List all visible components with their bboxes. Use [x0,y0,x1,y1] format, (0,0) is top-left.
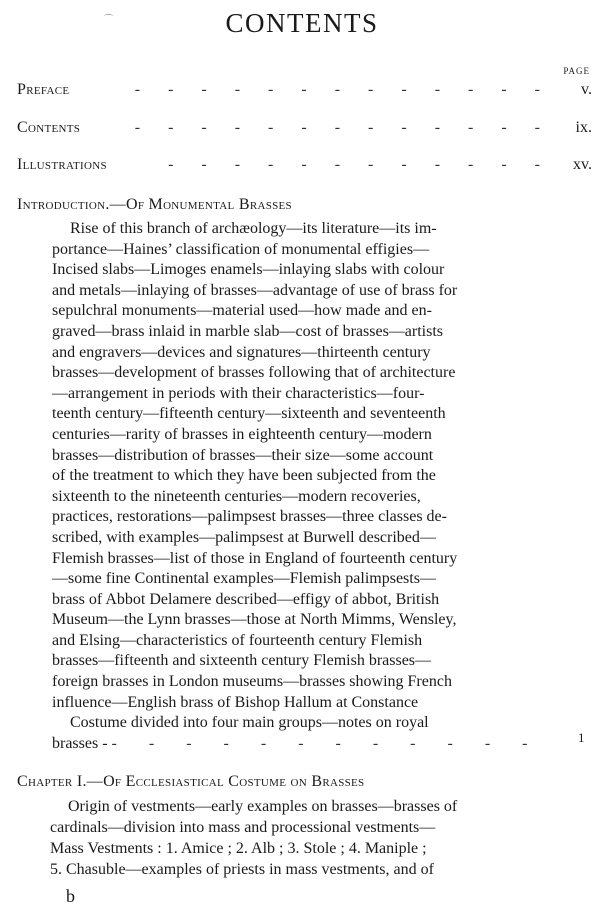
toc-entry-contents[interactable] [17,116,594,140]
toc-entry-label: Preface [17,81,70,98]
toc-entry-preface[interactable] [17,78,594,102]
toc-entry-page: v. [581,81,592,98]
introduction-heading[interactable]: Introduction.—Of Monumental Brasses [17,196,292,213]
introduction-page-number[interactable]: 1 [578,730,585,745]
signature-mark: b [66,886,75,906]
leader-dots: - - - - - - - - - - - - [111,734,542,752]
summary-line: Mass Vestments : 1. Amice ; 2. Alb ; 3. Stole ; 4. Maniple ; [50,840,427,857]
chapter-1-heading[interactable]: Chapter I.—Of Ecclesiastical Costume on Brasses [17,773,365,790]
leader-dots: - - - - - - - - - - - - [168,156,552,173]
summary-line: sixteenth to the nineteenth centuries—modern recoveries, [52,487,421,505]
summary-line: teenth century—fifteenth century—sixteenth and seventeenth [52,405,446,423]
summary-line: foreign brasses in London museums—brasses showing French [52,673,452,691]
page-column-label: PAGE [563,66,590,76]
summary-line: 5. Chasuble—examples of priests in mass vestments, and of [50,861,434,878]
summary-line: Museum—the Lynn brasses—those at North Mimms, Wensley, [52,611,457,629]
summary-line: and Elsing—characteristics of fourteenth century Flemish [52,631,423,649]
summary-line: graved—brass inlaid in marble slab—cost of brasses—artists [52,322,444,340]
summary-line: —arrangement in periods with their characteristics—four- [52,384,425,402]
leader-dots: - - - - - - - - - - - - - [134,81,552,98]
ornament-mark: ⌒ [104,14,114,24]
toc-entry-page: xv. [573,156,592,173]
summary-line: and engravers—devices and signatures—thirteenth century [52,343,431,361]
summary-line: portance—Haines’ classification of monumental effigies— [52,240,430,258]
summary-line: practices, restorations—palimpsest brasses—three classes de- [52,508,447,526]
summary-line: —some fine Continental examples—Flemish palimpsests— [52,570,436,588]
summary-line: sepulchral monuments—material used—how made and en- [52,302,432,320]
toc-entry-page: ix. [575,119,592,136]
introduction-summary [52,219,542,754]
summary-line: brasses—development of brasses following that of architecture [52,364,456,382]
summary-line: Flemish brasses—list of those in England of fourteenth century [52,549,458,567]
summary-line: and metals—inlaying of brasses—advantage of use of brass for [52,281,458,299]
summary-line: influence—English brass of Bishop Hallum at Constance [52,693,419,711]
last-line-text: brasses - [52,734,108,752]
page-title: CONTENTS [225,8,379,38]
summary-line: Incised slabs—Limoges enamels—inlaying slabs with colour [52,261,445,279]
summary-line: brasses—fifteenth and sixteenth century Flemish brasses— [52,652,432,670]
summary-line: brasses—distribution of brasses—their size—some account [52,446,434,464]
chapter-1-summary [50,796,540,880]
summary-line: Origin of vestments—early examples on brasses—brasses of [68,798,458,815]
toc-entry-label: Contents [17,119,81,136]
summary-line: centuries—rarity of brasses in eighteenth century—modern [52,425,432,443]
toc-entry-illustrations[interactable] [17,153,594,177]
summary-line: brass of Abbot Delamere described—effigy of abbot, British [52,590,440,608]
costume-line: Costume divided into four main groups—notes on royal [70,714,429,732]
summary-line: cardinals—division into mass and processional vestments— [50,819,436,836]
summary-line: of the treatment to which they have been subjected from the [52,467,436,485]
summary-line: scribed, with examples—palimpsest at Burwell described— [52,528,436,546]
last-summary-line [52,734,542,755]
leader-dots: - - - - - - - - - - - - - [134,119,552,136]
summary-line: Rise of this branch of archæology—its literature—its im- [70,220,437,237]
toc-entry-label: Illustrations [17,156,107,173]
